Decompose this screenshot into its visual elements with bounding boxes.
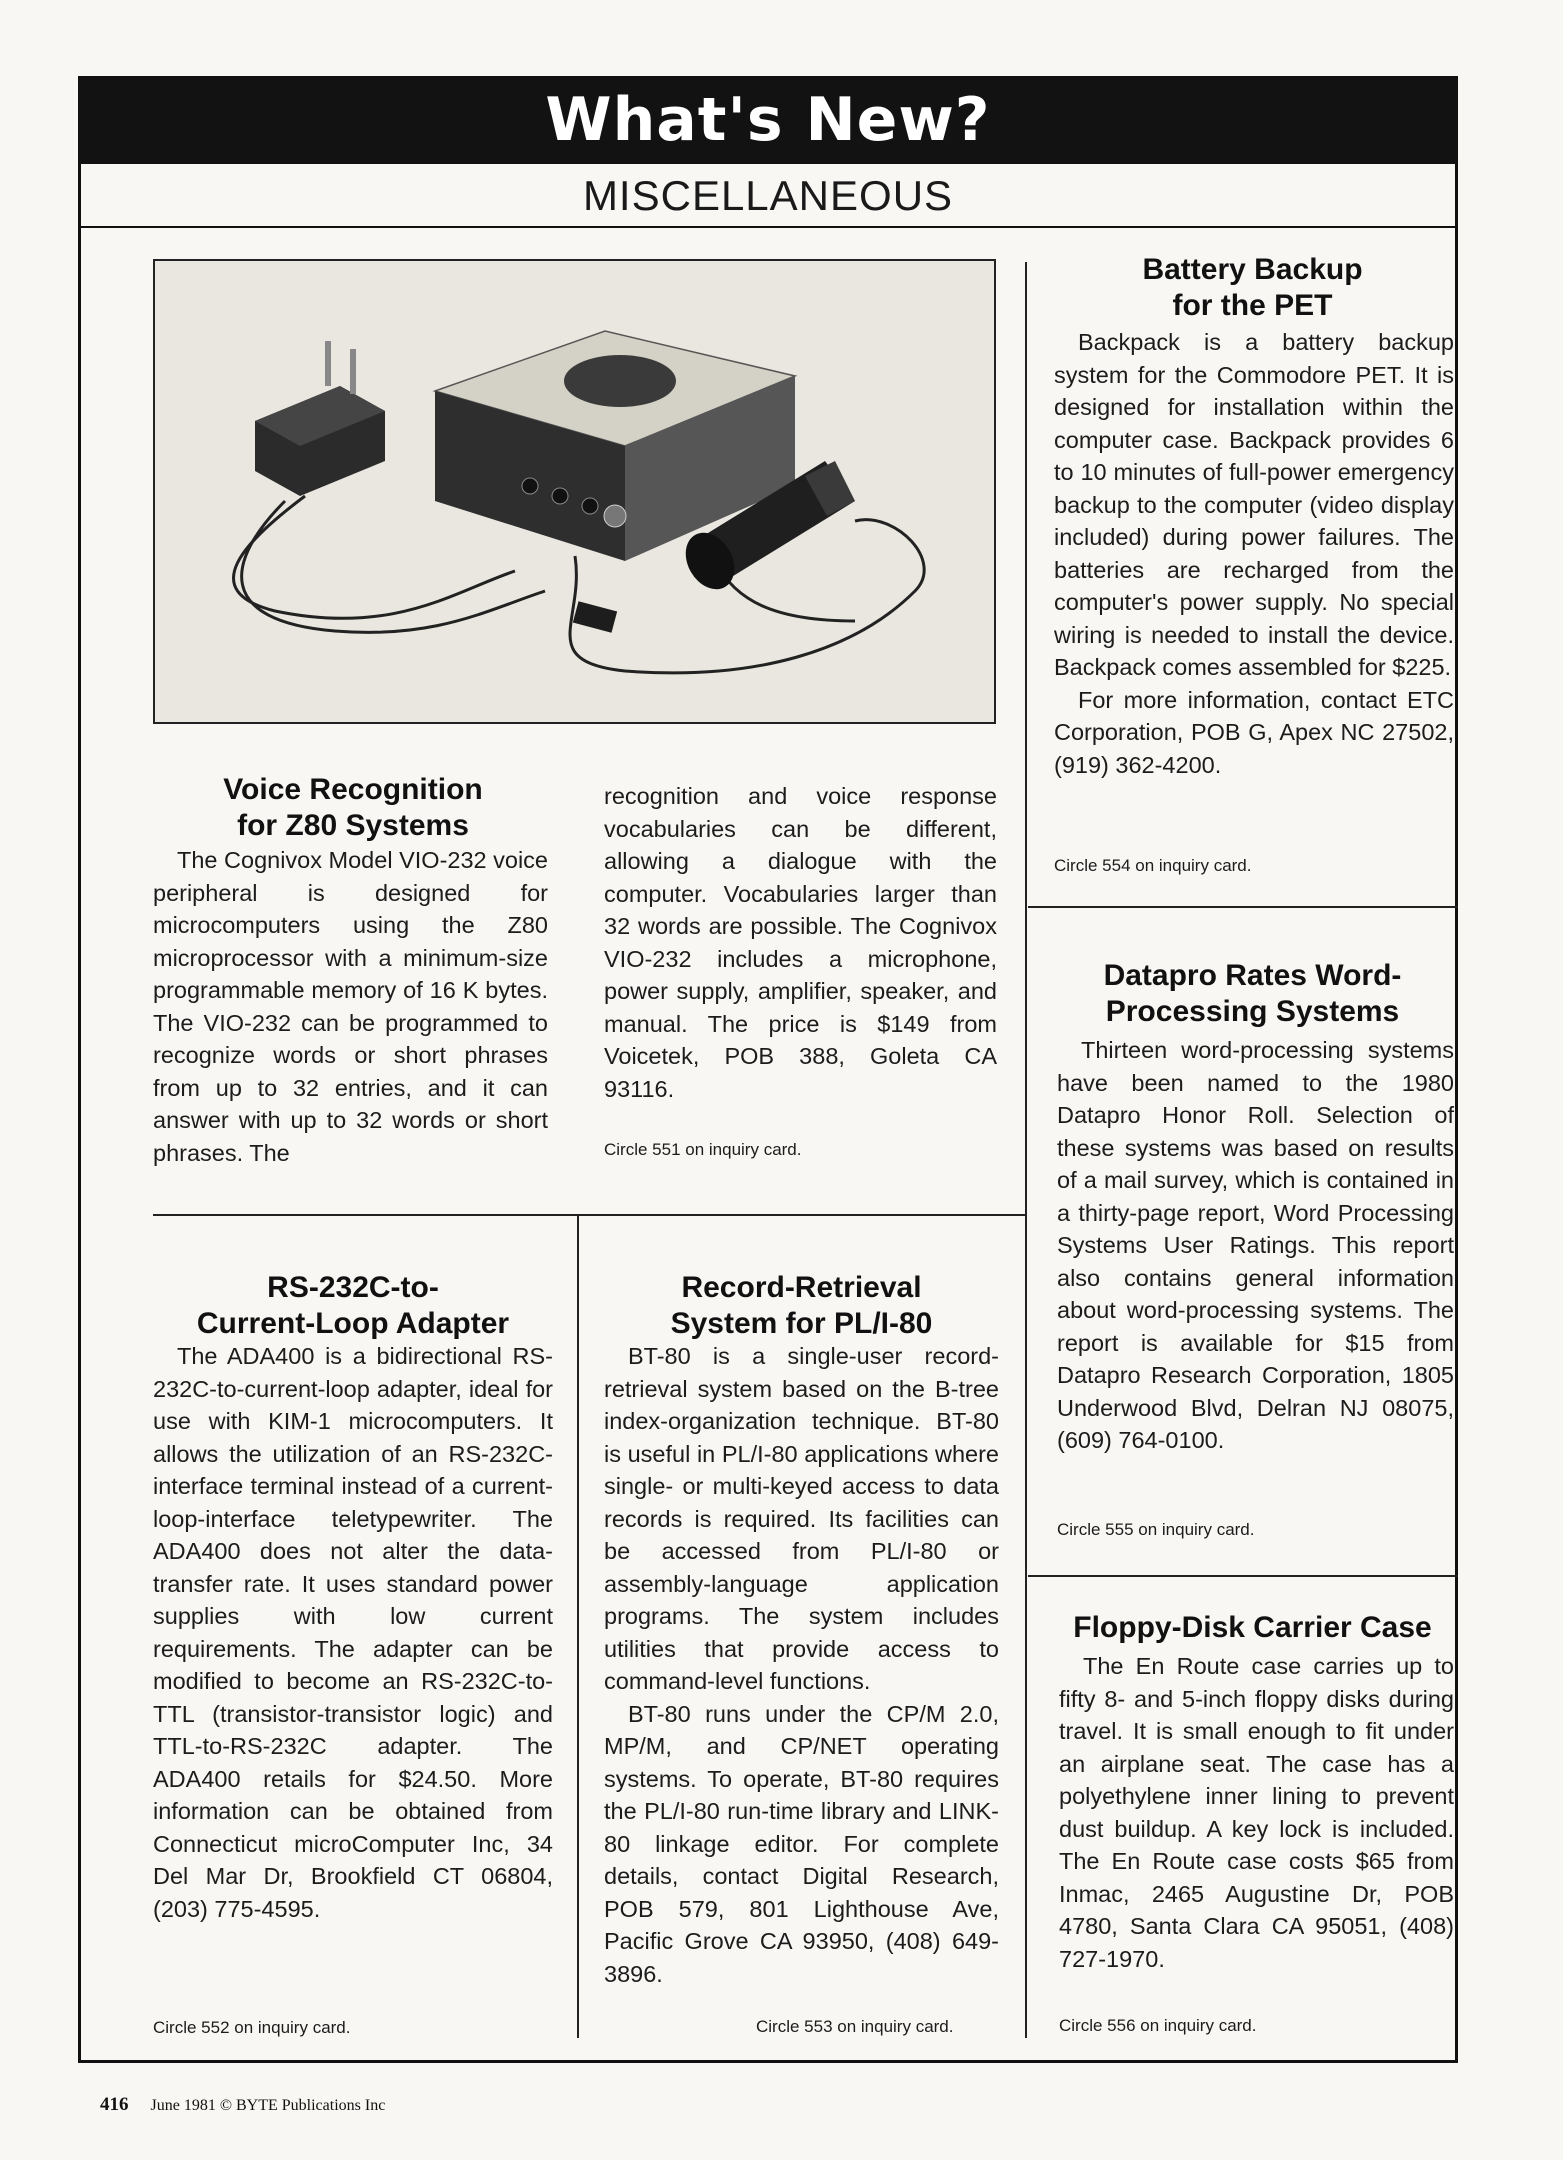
section-title: MISCELLANEOUS [78, 164, 1458, 228]
record-circle-note: Circle 553 on inquiry card. [756, 2017, 954, 2036]
rs232-circle-note: Circle 552 on inquiry card. [153, 2018, 351, 2037]
record-paragraph-1: BT-80 is a single-user record-retrieval system based on the B-tree index-organization technique. BT-80 is useful in PL/I-80 applications where single- or multi-keyed access to data records is required. Its facilities can be accessed from PL/I-80 or assembly-language application programs. The system includes utilities that provide access to command-level functions. [604, 1343, 999, 1694]
battery-body [1054, 326, 1454, 781]
datapro-body [1057, 1034, 1454, 1457]
speaker-grille-icon [564, 355, 676, 407]
floppy-paragraph-1: The En Route case carries up to fifty 8- and 5-inch floppy disks during travel. It is small enough to fit under an airplane seat. The case has a polyethylene inner lining to prevent dust buildup. A key lock is included. The En Route case costs $65 from Inmac, 2465 Augustine Dr, POB 4780, Santa Clara CA 95051, (408) 727-1970. [1059, 1653, 1454, 1972]
footer-credit: June 1981 © BYTE Publications Inc [150, 2097, 386, 2114]
voice-headline-line1: Voice Recognition [223, 773, 483, 806]
battery-headline [1050, 252, 1455, 324]
datapro-headline-line2: Processing Systems [1105, 995, 1400, 1028]
datapro-text-a: Thirteen word-processing systems have been named to the 1980 Datapro Honor Roll. Selection of these systems was based on results of a mail survey, which is contained in a thirty-page report, [1057, 1037, 1454, 1226]
voice-circle-note: Circle 551 on inquiry card. [604, 1140, 802, 1159]
battery-headline-line2: for the PET [1172, 289, 1333, 322]
battery-headline-line1: Battery Backup [1142, 253, 1363, 286]
voice-body-col2 [604, 780, 997, 1105]
voice-headline [153, 772, 553, 844]
battery-paragraph-2: For more information, contact ETC Corporation, POB G, Apex NC 27502, (919) 362-4200. [1054, 686, 1454, 778]
voice-paragraph-1: The Cognivox Model VIO-232 voice peripheral is designed for microcomputers using the Z80 microprocessor with a minimum-size programmable memory of 16 K bytes. The VIO-232 can be programmed to recognize words or short phrases from up to 32 entries, and it can answer with up to 32 words or short phrases. The [153, 847, 548, 1166]
voice-recognizer-illustration [155, 261, 994, 722]
record-headline-line1: Record-Retrieval [681, 1271, 922, 1304]
right-column-divider [1025, 262, 1027, 2038]
rs232-headline-line1: RS-232C-to- [267, 1271, 439, 1304]
floppy-headline [1050, 1610, 1455, 1646]
left-section-divider [153, 1214, 1025, 1216]
voice-headline-line2: for Z80 Systems [237, 809, 469, 842]
rs232-headline [153, 1270, 553, 1342]
datapro-paragraph-1 [1057, 1034, 1454, 1457]
floppy-headline-line1: Floppy-Disk Carrier Case [1073, 1611, 1432, 1644]
record-paragraph-2: BT-80 runs under the CP/M 2.0, MP/M, and CP/NET operating systems. To operate, BT-80 requires the PL/I-80 run-time library and LINK-80 linkage editor. For complete details, contact Digital Research, POB 579, 801 Lighthouse Ave, Pacific Grove CA 93950, (408) 649-3896. [604, 1700, 999, 1987]
right-section-divider-2 [1028, 1575, 1458, 1577]
rs232-body [153, 1340, 553, 1925]
record-headline-line2: System for PL/I-80 [670, 1307, 933, 1340]
banner-title: What's New? [78, 76, 1458, 164]
voice-paragraph-2: recognition and voice response vocabularies can be different, allowing a dialogue with the computer. Vocabularies larger than 32 words are possible. The Cognivox VIO-232 includes a microphone, power supply, amplifier, speaker, and manual. The price is $149 from Voicetek, POB 388, Goleta CA 93116. [604, 783, 997, 1102]
middle-column-divider [577, 1215, 579, 2038]
datapro-headline-line1: Datapro Rates Word- [1103, 959, 1402, 992]
product-photo [153, 259, 996, 724]
record-body [604, 1340, 999, 1990]
datapro-text-b: . This report also contains general information about word-processing systems. The report is available for $15 from Datapro Research Corporation, 1805 Underwood Blvd, Delran NJ 08075, (609) 764-0100. [1057, 1232, 1454, 1453]
floppy-body [1059, 1650, 1454, 1975]
right-section-divider-1 [1028, 906, 1458, 908]
battery-circle-note: Circle 554 on inquiry card. [1054, 856, 1252, 875]
record-headline [604, 1270, 999, 1342]
page-footer [100, 2090, 700, 2120]
voice-body-col1 [153, 844, 548, 1169]
datapro-report-title: Word Processing Systems User Ratings [1057, 1199, 1455, 1258]
datapro-headline [1050, 958, 1455, 1030]
page-number: 416 [100, 2094, 129, 2115]
floppy-circle-note: Circle 556 on inquiry card. [1059, 2016, 1257, 2035]
rs232-headline-line2: Current-Loop Adapter [196, 1307, 510, 1340]
rs232-paragraph-1: The ADA400 is a bidirectional RS-232C-to-current-loop adapter, ideal for use with KIM-1 microcomputers. It allows the utilization of an RS-232C-interface terminal instead of a current-loop-interface teletypewriter. The ADA400 does not alter the data-transfer rate. It uses standard power supplies with low current requirements. The adapter can be modified to become an RS-232C-to-TTL (transistor-transistor logic) and TTL-to-RS-232C adapter. The ADA400 retails for $24.50. More information can be obtained from Connecticut microComputer Inc, 34 Del Mar Dr, Brookfield CT 06804, (203) 775-4595. [153, 1343, 553, 1922]
datapro-circle-note: Circle 555 on inquiry card. [1057, 1520, 1255, 1539]
battery-paragraph-1: Backpack is a battery backup system for the Commodore PET. It is designed for installation within the computer case. Backpack provides 6 to 10 minutes of full-power emergency backup to the computer (video display included) during power failures. The batteries are recharged from the computer's power supply. No special wiring is needed to install the device. Backpack comes assembled for $225. [1054, 329, 1454, 680]
